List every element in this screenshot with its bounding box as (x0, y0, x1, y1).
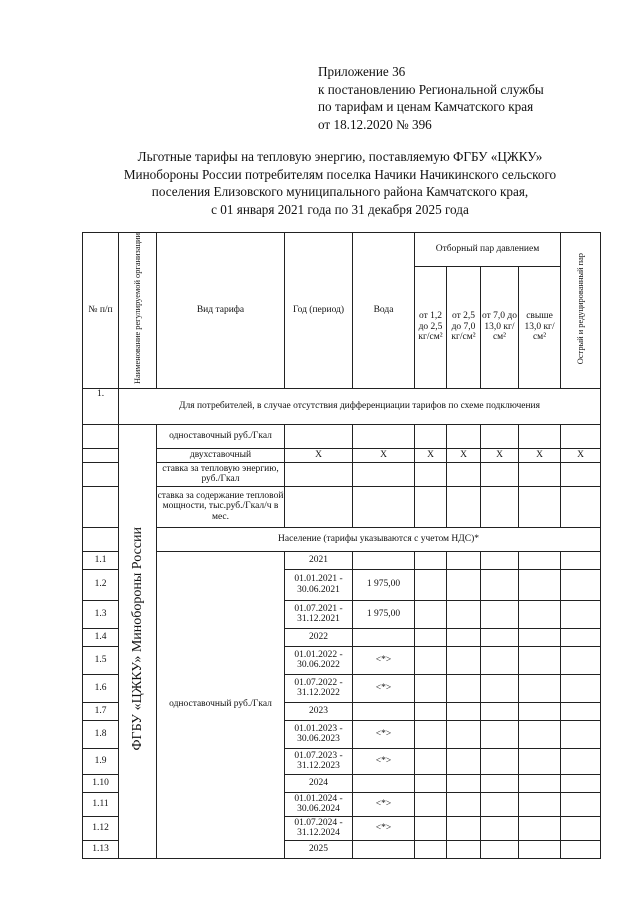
row-period: 2024 (285, 774, 353, 792)
row-period: 01.01.2023 - 30.06.2023 (285, 720, 353, 748)
x-mark: X (285, 448, 353, 462)
empty-cell (447, 816, 481, 840)
empty-cell (447, 569, 481, 600)
row-water (353, 702, 415, 720)
row-num: 1.6 (83, 674, 119, 702)
x-mark: X (447, 448, 481, 462)
empty-cell (447, 646, 481, 674)
empty-cell (519, 424, 561, 448)
empty-cell (481, 674, 519, 702)
empty-cell (285, 486, 353, 527)
header-org: Наименование регулируемой организации (132, 233, 142, 384)
empty-cell (561, 646, 601, 674)
empty-cell (481, 569, 519, 600)
row-water: <*> (353, 674, 415, 702)
empty-cell (561, 628, 601, 646)
row-water: <*> (353, 792, 415, 816)
empty-cell (353, 462, 415, 486)
row-water: <*> (353, 748, 415, 774)
appendix-line: Приложение 36 (318, 64, 406, 79)
empty-cell (519, 774, 561, 792)
tariff-capacity-rate: ставка за содержание тепловой мощности, тыс.руб./Гкал/ч в мес. (157, 486, 285, 527)
empty-cell (447, 702, 481, 720)
empty-cell (561, 486, 601, 527)
title-line: поселения Елизовского муниципального района Камчатского края, (151, 184, 529, 199)
empty-cell (415, 748, 447, 774)
empty-cell (83, 486, 119, 527)
row-water: <*> (353, 646, 415, 674)
empty-cell (415, 424, 447, 448)
x-mark: X (519, 448, 561, 462)
row-water (353, 551, 415, 569)
header-org-cell (119, 233, 157, 389)
empty-cell (415, 816, 447, 840)
empty-cell (285, 424, 353, 448)
row-water: <*> (353, 816, 415, 840)
document-title (80, 148, 600, 218)
title-line: Льготные тарифы на тепловую энергию, поставляемую ФГБУ «ЦЖКУ» (137, 149, 543, 164)
empty-cell (83, 424, 119, 448)
empty-cell (481, 816, 519, 840)
empty-cell (561, 792, 601, 816)
empty-cell (481, 774, 519, 792)
empty-cell (481, 424, 519, 448)
empty-cell (415, 792, 447, 816)
row-water (353, 628, 415, 646)
empty-cell (481, 551, 519, 569)
title-line: Минобороны России потребителям поселка Начики Начикинского сельского (123, 166, 557, 182)
empty-cell (353, 424, 415, 448)
empty-cell (447, 424, 481, 448)
empty-cell (415, 486, 447, 527)
row-period: 01.07.2022 - 31.12.2022 (285, 674, 353, 702)
empty-cell (447, 551, 481, 569)
empty-cell (561, 424, 601, 448)
header-water: Вода (353, 233, 415, 389)
empty-cell (519, 792, 561, 816)
header-tariff-type: Вид тарифа (157, 233, 285, 389)
empty-cell (481, 600, 519, 628)
empty-cell (415, 702, 447, 720)
tariff-heat-rate: ставка за тепловую энергию, руб./Гкал (157, 462, 285, 486)
empty-cell (481, 748, 519, 774)
empty-cell (561, 748, 601, 774)
org-name-cell (119, 424, 157, 858)
org-name: ФГБУ «ЦЖКУ» Минобороны России (129, 527, 145, 751)
empty-cell (561, 774, 601, 792)
x-mark: X (481, 448, 519, 462)
row-num: 1.8 (83, 720, 119, 748)
empty-cell (481, 840, 519, 858)
body-tariff-type: одноставочный руб./Гкал (157, 551, 285, 858)
empty-cell (561, 674, 601, 702)
empty-cell (415, 600, 447, 628)
empty-cell (519, 486, 561, 527)
header-num: № п/п (83, 233, 119, 389)
row-period: 01.01.2022 - 30.06.2022 (285, 646, 353, 674)
empty-cell (561, 840, 601, 858)
empty-cell (519, 702, 561, 720)
empty-cell (447, 774, 481, 792)
row-num: 1.1 (83, 551, 119, 569)
appendix-line: от 18.12.2020 № 396 (318, 116, 432, 132)
title-line: с 01 января 2021 года по 31 декабря 2025 года (211, 201, 469, 217)
tariff-table (82, 232, 601, 859)
section-num: 1. (83, 388, 119, 424)
x-mark: X (415, 448, 447, 462)
empty-cell (561, 720, 601, 748)
empty-cell (561, 600, 601, 628)
empty-cell (415, 774, 447, 792)
empty-cell (519, 569, 561, 600)
row-num: 1.12 (83, 816, 119, 840)
header-pressure-3: от 7,0 до 13,0 кг/см² (481, 266, 519, 388)
empty-cell (519, 646, 561, 674)
population-heading: Население (тарифы указываются с учетом НДС)* (157, 527, 601, 551)
empty-cell (519, 840, 561, 858)
empty-cell (519, 720, 561, 748)
empty-cell (447, 462, 481, 486)
empty-cell (447, 600, 481, 628)
row-period: 2022 (285, 628, 353, 646)
row-num: 1.13 (83, 840, 119, 858)
empty-cell (519, 748, 561, 774)
empty-cell (481, 720, 519, 748)
empty-cell (447, 792, 481, 816)
row-period: 01.07.2021 - 31.12.2021 (285, 600, 353, 628)
x-mark: X (561, 448, 601, 462)
empty-cell (83, 527, 119, 551)
empty-cell (447, 840, 481, 858)
empty-cell (415, 646, 447, 674)
empty-cell (415, 569, 447, 600)
row-water (353, 840, 415, 858)
row-water: 1 975,00 (353, 600, 415, 628)
row-num: 1.4 (83, 628, 119, 646)
empty-cell (415, 720, 447, 748)
empty-cell (447, 748, 481, 774)
empty-cell (519, 816, 561, 840)
empty-cell (447, 486, 481, 527)
row-num: 1.9 (83, 748, 119, 774)
header-sharp: Острый и редуцированный пар (575, 252, 585, 365)
tariff-one-part: одноставочный руб./Гкал (157, 424, 285, 448)
empty-cell (561, 816, 601, 840)
empty-cell (415, 840, 447, 858)
tariff-two-part: двухставочный (157, 448, 285, 462)
row-water (353, 774, 415, 792)
empty-cell (415, 462, 447, 486)
row-num: 1.3 (83, 600, 119, 628)
empty-cell (415, 674, 447, 702)
empty-cell (481, 628, 519, 646)
empty-cell (519, 600, 561, 628)
row-period: 2023 (285, 702, 353, 720)
empty-cell (561, 551, 601, 569)
row-num: 1.5 (83, 646, 119, 674)
empty-cell (415, 551, 447, 569)
x-mark: X (353, 448, 415, 462)
header-steam: Отборный пар давлением (415, 233, 561, 267)
empty-cell (83, 462, 119, 486)
row-period: 01.07.2023 - 31.12.2023 (285, 748, 353, 774)
row-num: 1.7 (83, 702, 119, 720)
row-period: 01.01.2021 - 30.06.2021 (285, 569, 353, 600)
row-period: 01.01.2024 - 30.06.2024 (285, 792, 353, 816)
empty-cell (447, 674, 481, 702)
empty-cell (481, 702, 519, 720)
header-pressure-1: от 1,2 до 2,5 кг/см² (415, 266, 447, 388)
empty-cell (285, 462, 353, 486)
empty-cell (353, 486, 415, 527)
empty-cell (519, 628, 561, 646)
table-row (83, 551, 601, 569)
empty-cell (447, 628, 481, 646)
empty-cell (519, 462, 561, 486)
appendix-line: к постановлению Региональной службы (318, 81, 544, 97)
row-num: 1.11 (83, 792, 119, 816)
header-pressure-2: от 2,5 до 7,0 кг/см² (447, 266, 481, 388)
header-sharp-cell (561, 233, 601, 389)
row-num: 1.2 (83, 569, 119, 600)
empty-cell (561, 569, 601, 600)
row-period: 2021 (285, 551, 353, 569)
empty-cell (519, 551, 561, 569)
empty-cell (481, 792, 519, 816)
empty-cell (83, 448, 119, 462)
empty-cell (561, 462, 601, 486)
row-period: 2025 (285, 840, 353, 858)
header-pressure-4: свыше 13,0 кг/см² (519, 266, 561, 388)
row-water: <*> (353, 720, 415, 748)
empty-cell (481, 462, 519, 486)
empty-cell (415, 628, 447, 646)
empty-cell (519, 674, 561, 702)
empty-cell (447, 720, 481, 748)
row-num: 1.10 (83, 774, 119, 792)
appendix-note (318, 63, 544, 133)
empty-cell (481, 486, 519, 527)
row-water: 1 975,00 (353, 569, 415, 600)
header-year: Год (период) (285, 233, 353, 389)
row-period: 01.07.2024 - 31.12.2024 (285, 816, 353, 840)
empty-cell (481, 646, 519, 674)
section-title: Для потребителей, в случае отсутствия дифференциации тарифов по схеме подключения (119, 388, 601, 424)
empty-cell (561, 702, 601, 720)
appendix-line: по тарифам и ценам Камчатского края (318, 99, 534, 114)
